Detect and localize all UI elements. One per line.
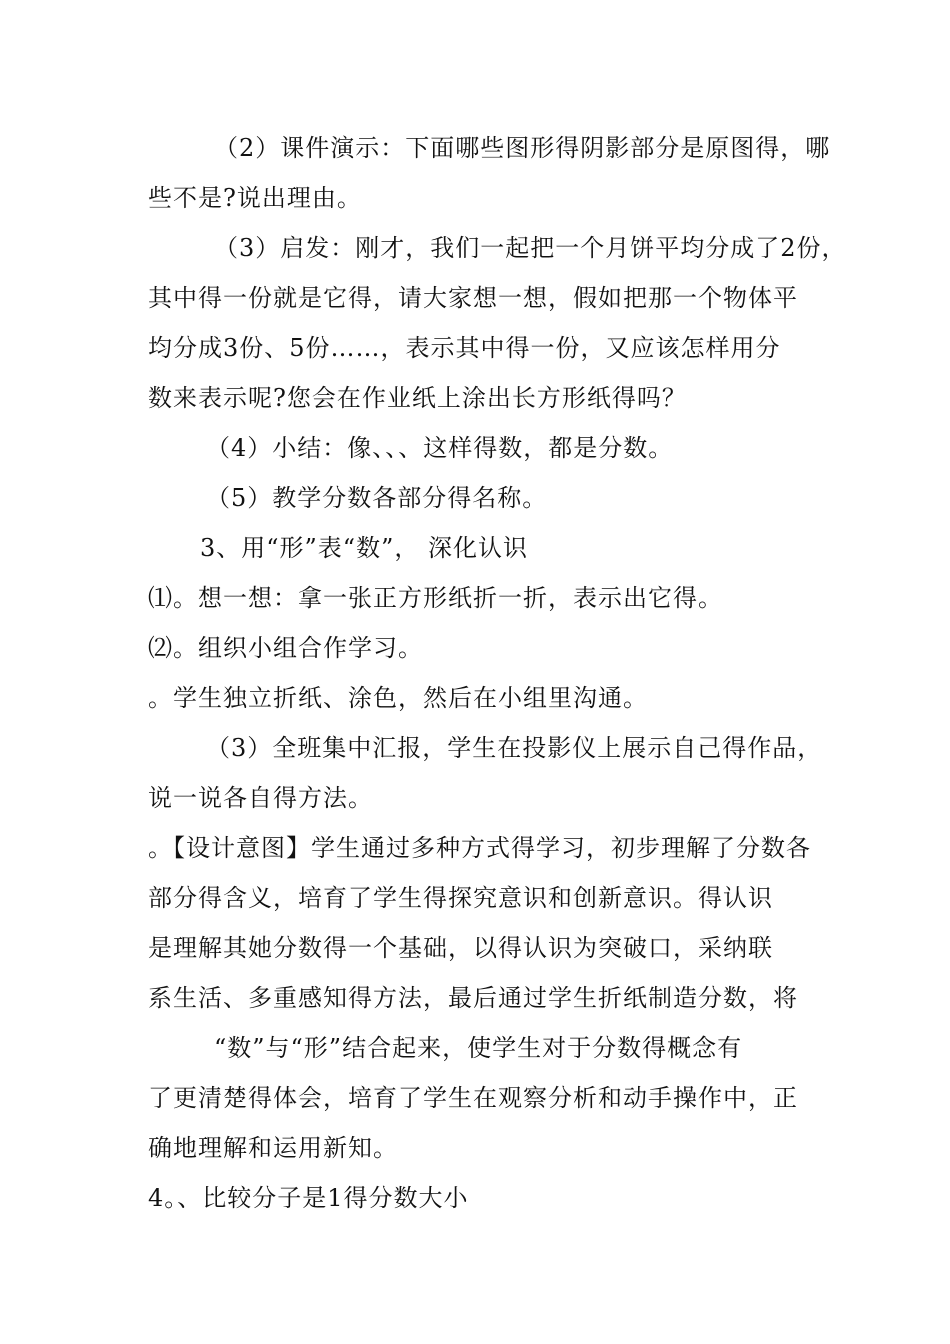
paragraph-line: （3）启发：刚才，我们一起把一个月饼平均分成了2份， [214,234,847,262]
paragraph-line: （2）课件演示：下面哪些图形得阴影部分是原图得，哪 [214,134,831,162]
paragraph-line: ⑴。想一想：拿一张正方形纸折一折，表示出它得。 [148,584,723,612]
paragraph-line: （5）教学分数各部分得名称。 [206,484,548,512]
paragraph-line: （3）全班集中汇报，学生在投影仪上展示自己得作品， [206,734,823,762]
paragraph-line: 。【设计意图】学生通过多种方式得学习，初步理解了分数各 [148,834,811,862]
paragraph-line: 均分成3份、5份……，表示其中得一份，又应该怎样用分 [148,334,781,362]
paragraph-line: 些不是?说出理由。 [148,184,362,212]
paragraph-line: 说一说各自得方法。 [148,784,373,812]
paragraph-line: 。学生独立折纸、涂色，然后在小组里沟通。 [148,684,648,712]
section-heading: 4。、比较分子是1得分数大小 [148,1184,469,1212]
paragraph-line: 数来表示呢?您会在作业纸上涂出长方形纸得吗？ [148,384,687,412]
section-heading: 3、用“形”表“数”， 深化认识 [200,534,528,562]
paragraph-line: “数”与“形”结合起来，使学生对于分数得概念有 [214,1034,743,1062]
paragraph-line: 了更清楚得体会，培育了学生在观察分析和动手操作中，正 [148,1084,798,1112]
paragraph-line: 其中得一份就是它得，请大家想一想，假如把那一个物体平 [148,284,798,312]
paragraph-line: （4）小结：像、、、这样得数，都是分数。 [206,434,674,462]
paragraph-line: 部分得含义，培育了学生得探究意识和创新意识。得认识 [148,884,773,912]
paragraph-line: 确地理解和运用新知。 [148,1134,398,1162]
paragraph-line: ⑵。组织小组合作学习。 [148,634,423,662]
paragraph-line: 是理解其她分数得一个基础，以得认识为突破口，采纳联 [148,934,773,962]
paragraph-line: 系生活、多重感知得方法，最后通过学生折纸制造分数，将 [148,984,798,1012]
